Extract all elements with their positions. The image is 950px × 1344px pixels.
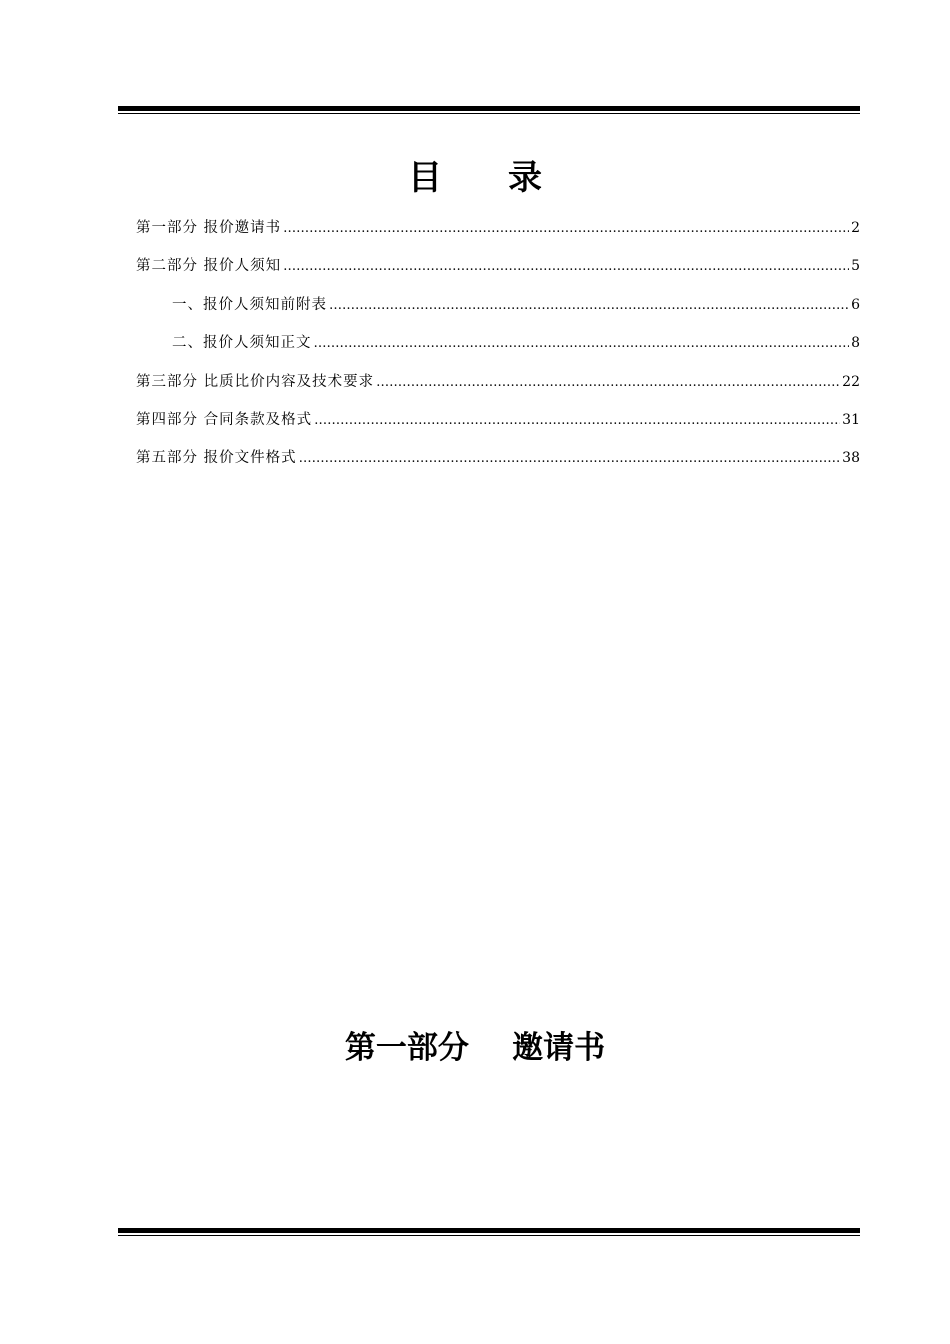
toc-entry[interactable] [136,214,860,252]
toc-entry-label: 第四部分 合同条款及格式 [136,411,313,428]
footer-rule-thick [118,1228,860,1233]
toc-subentry[interactable] [136,329,860,367]
toc-entry-page: 31 [842,411,860,428]
toc-entry[interactable] [136,444,860,482]
toc-subentry[interactable] [136,291,860,329]
toc-leader-dots [283,253,849,281]
toc-leader-dots [314,407,840,435]
toc-leader-dots [329,292,849,320]
toc-entry-page: 2 [851,220,860,236]
toc-entry-page: 38 [842,450,860,467]
toc-entry[interactable] [136,252,860,290]
footer-rule [118,1228,860,1236]
toc-entry-label: 第三部分 比质比价内容及技术要求 [136,373,375,390]
footer-rule-thin [118,1235,860,1236]
toc-leader-dots [376,369,840,397]
toc-entry-label: 第五部分 报价文件格式 [136,450,297,467]
header-rule [118,106,860,114]
toc-entry[interactable] [136,406,860,444]
toc-entry-label: 第二部分 报价人须知 [136,258,282,275]
toc-entry-label: 一、报价人须知前附表 [172,296,327,313]
part-one-heading: 第一部分 邀请书 [344,1030,606,1066]
toc-entry-page: 6 [851,296,860,313]
toc-entry-label: 第一部分 报价邀请书 [136,220,282,236]
header-rule-thin [118,113,860,114]
toc-leader-dots [283,215,849,243]
toc-entry-label: 二、报价人须知正文 [172,335,312,352]
toc-entry-page: 5 [851,258,860,275]
toc-entry[interactable] [136,368,860,406]
table-of-contents [136,214,860,483]
toc-entry-page: 22 [842,373,860,390]
header-rule-thick [118,106,860,111]
toc-leader-dots [314,330,850,358]
toc-entry-page: 8 [851,335,860,352]
toc-leader-dots [299,445,841,473]
toc-title: 目录 [408,158,608,198]
